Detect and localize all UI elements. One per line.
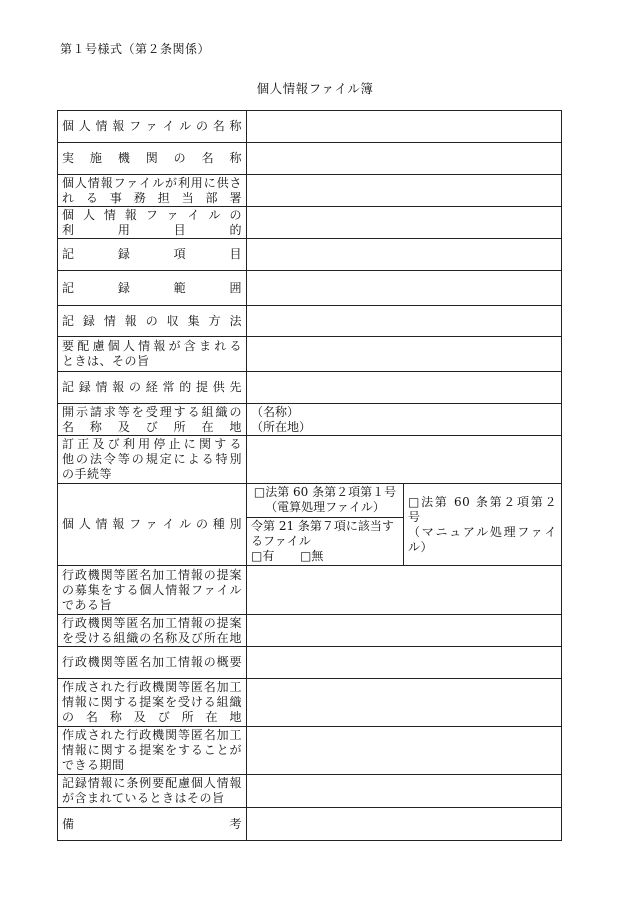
label-created-period: 作成された行政機関等匿名加工 情報に関する提案をすることが できる期間 [58,727,247,775]
label-special-procedure: 訂正及び利用停止に関する 他の法令等の規定による特別 の手続等 [58,436,247,484]
value-collection-method[interactable] [247,306,562,337]
label-remarks: 備考 [58,808,247,841]
value-disclosure-org[interactable] [247,404,562,436]
value-regular-provision[interactable] [247,372,562,404]
value-anon-org[interactable] [247,615,562,647]
row-record-scope [58,271,562,306]
label-collection-method: 記録情報の収集方法 [58,306,247,337]
label-regular-provision: 記録情報の経常的提供先 [58,372,247,404]
label-record-items: 記録項目 [58,239,247,271]
checkbox-no[interactable]: □無 [300,549,324,563]
row-remarks [58,808,562,841]
register-table [57,110,562,841]
label-purpose: 個人情報ファイルの 利用目的 [58,207,247,239]
label-ordinance-info: 記録情報に条例要配慮個人情報 が含まれているときはその旨 [58,775,247,808]
row-anon-org [58,615,562,647]
row-anon-overview [58,647,562,679]
value-created-org[interactable] [247,679,562,727]
row-ordinance-info [58,775,562,808]
document-title: 個人情報ファイル簿 [256,81,374,96]
row-created-period [58,727,562,775]
file-type-electronic[interactable]: □法第 60 条第２項第１号 （電算処理ファイル） [247,484,404,518]
label-department: 個人情報ファイルが利用に供さ れる事務担当部署 [58,175,247,207]
label-created-org: 作成された行政機関等匿名加工 情報に関する提案を受ける組織 の名称及び所在地 [58,679,247,727]
value-purpose[interactable] [247,207,562,239]
row-file-name [58,111,562,143]
value-remarks[interactable] [247,808,562,841]
disclosure-name-label: （名称） [251,404,300,419]
row-disclosure-org [58,404,562,436]
row-purpose [58,207,562,239]
value-record-items[interactable] [247,239,562,271]
row-agency-name [58,143,562,175]
label-record-scope: 記録範囲 [58,271,247,306]
value-anon-solicit[interactable] [247,566,562,615]
value-sensitive-info[interactable] [247,337,562,372]
row-department [58,175,562,207]
label-agency-name: 実施機関の名称 [58,143,247,175]
row-sensitive-info [58,337,562,372]
value-record-scope[interactable] [247,271,562,306]
disclosure-address-label: （所在地） [251,419,312,434]
row-regular-provision [58,372,562,404]
label-file-type: 個人情報ファイルの種別 [58,484,247,566]
row-collection-method [58,306,562,337]
file-type-manual[interactable]: □法第 60 条第２項第２号 （マニュアル処理ファイ ル） [404,484,562,566]
row-record-items [58,239,562,271]
value-ordinance-info[interactable] [247,775,562,808]
label-anon-solicit: 行政機関等匿名加工情報の提案 の募集をする個人情報ファイル である旨 [58,566,247,615]
value-anon-overview[interactable] [247,647,562,679]
row-anon-solicit [58,566,562,615]
label-file-name: 個人情報ファイルの名称 [58,111,247,143]
label-anon-overview: 行政機関等匿名加工情報の概要 [58,647,247,679]
value-created-period[interactable] [247,727,562,775]
row-file-type-top [58,484,562,518]
value-agency-name[interactable] [247,143,562,175]
label-disclosure-org: 開示請求等を受理する組織の 名称及び所在地 [58,404,247,436]
file-type-ordinance[interactable]: 令第 21 条第７項に該当す るファイル □有 □無 [247,518,404,566]
row-special-procedure [58,436,562,484]
checkbox-yes[interactable]: □有 [251,549,275,563]
row-created-org [58,679,562,727]
value-file-name[interactable] [247,111,562,143]
label-sensitive-info: 要配慮個人情報が含まれる ときは、その旨 [58,337,247,372]
value-department[interactable] [247,175,562,207]
label-anon-org: 行政機関等匿名加工情報の提案 を受ける組織の名称及び所在地 [58,615,247,647]
form-number: 第１号様式（第２条関係） [60,42,211,56]
value-special-procedure[interactable] [247,436,562,484]
